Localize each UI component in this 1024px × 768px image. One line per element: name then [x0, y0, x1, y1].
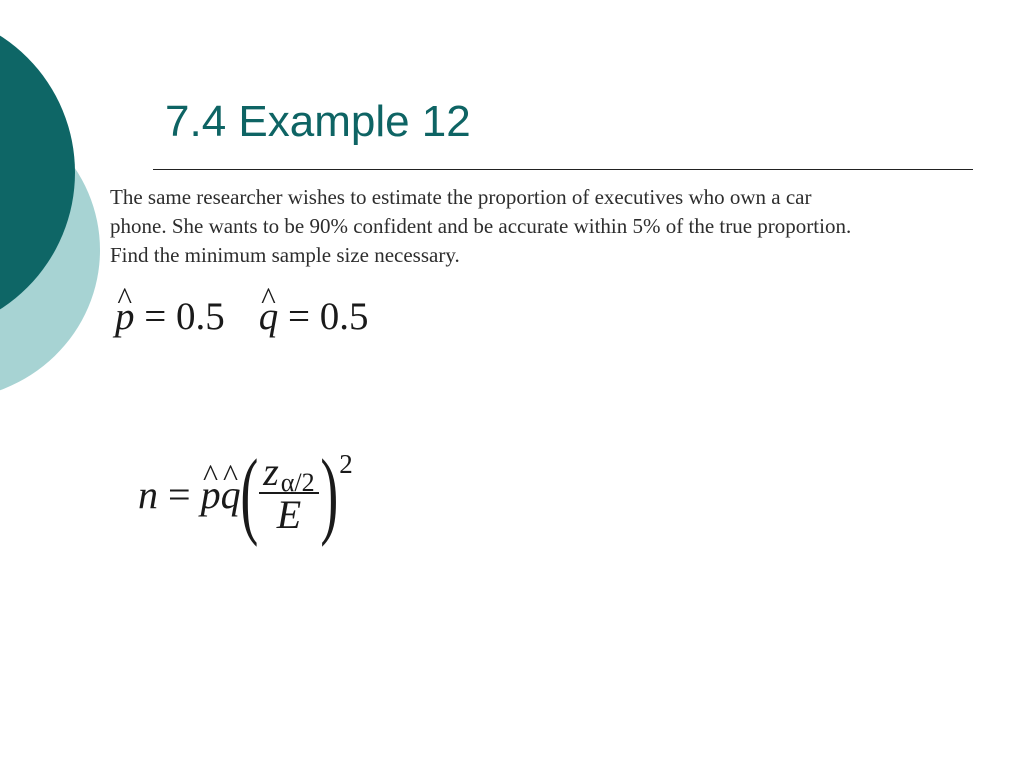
fraction-numerator [259, 449, 318, 497]
formula-fraction [259, 449, 318, 537]
left-paren: ( [239, 440, 258, 548]
formula-n: n [138, 471, 158, 517]
sample-size-formula [138, 440, 353, 548]
title-divider [153, 169, 973, 170]
formula-exponent: 2 [339, 449, 353, 479]
formula-equals: = [158, 471, 201, 517]
numerator-subscript: α/2 [280, 468, 315, 497]
right-paren: ) [319, 440, 338, 548]
problem-line-2: phone. She wants to be 90% confident and be accurate within 5% of the true proportion. [110, 214, 852, 238]
q-hat-value: = 0.5 [278, 295, 369, 338]
problem-line-3: Find the minimum sample size necessary. [110, 243, 460, 267]
numerator-z: z [263, 449, 279, 494]
fraction-denominator: E [276, 492, 302, 537]
p-hat-value: = 0.5 [134, 295, 225, 338]
p-hat-symbol: ^ p [115, 294, 135, 339]
q-hat-symbol: ^ q [259, 294, 279, 339]
formula-q-hat: ^ q [221, 471, 241, 518]
problem-statement [110, 183, 1010, 270]
given-values [115, 294, 369, 339]
formula-p-hat: ^ p [201, 471, 221, 518]
problem-line-1: The same researcher wishes to estimate the proportion of executives who own a car [110, 185, 812, 209]
slide-title: 7.4 Example 12 [165, 97, 471, 146]
